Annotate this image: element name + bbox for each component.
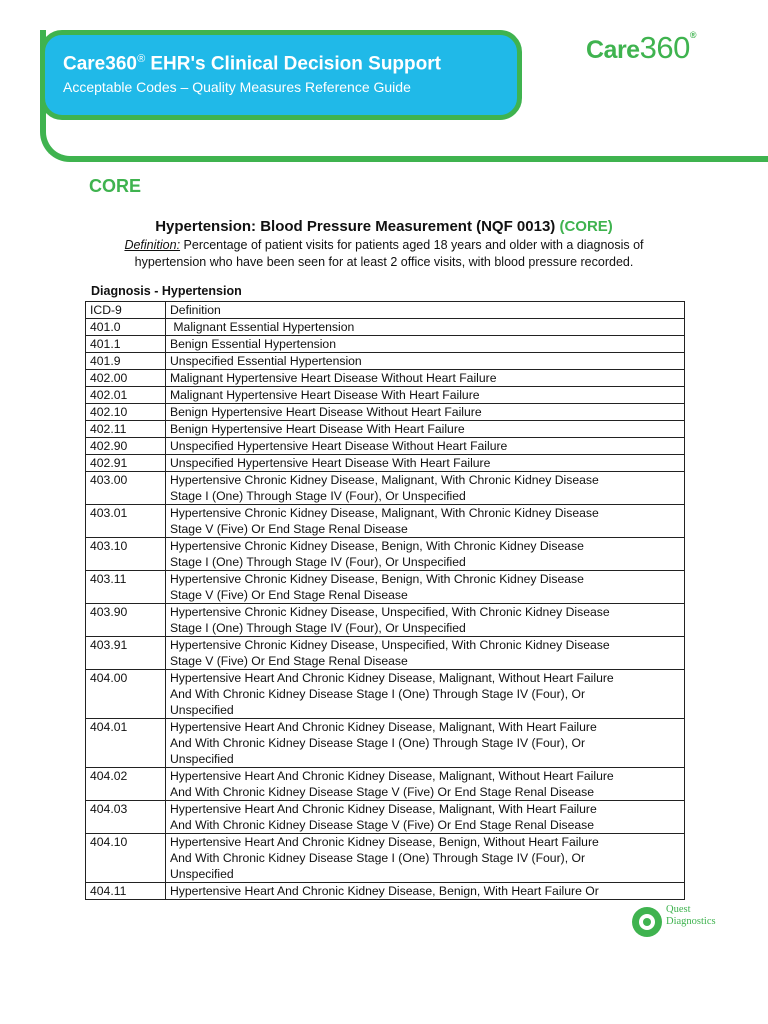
table-row: [86, 455, 685, 472]
definition-cell: Malignant Hypertensive Heart Disease Without Heart Failure: [166, 370, 685, 387]
table-row: [86, 353, 685, 370]
icd9-code-cell: 404.00: [86, 670, 166, 719]
quest-diagnostics-logo: [632, 904, 732, 940]
definition-cell: Hypertensive Chronic Kidney Disease, Malignant, With Chronic Kidney Disease Stage I (One) Through Stage IV (Four), Or Unspecified: [166, 472, 685, 505]
quest-logo-line1: Quest: [666, 904, 691, 915]
table-row: [86, 670, 685, 719]
table-row: [86, 370, 685, 387]
icd9-code-cell: 404.11: [86, 883, 166, 900]
definition-cell: Benign Hypertensive Heart Disease Without Heart Failure: [166, 404, 685, 421]
table-row: [86, 421, 685, 438]
definition-cell: Unspecified Essential Hypertension: [166, 353, 685, 370]
table-row: [86, 571, 685, 604]
table-row: [86, 801, 685, 834]
definition-cell: Benign Hypertensive Heart Disease With Heart Failure: [166, 421, 685, 438]
definition-cell: Hypertensive Heart And Chronic Kidney Disease, Malignant, With Heart Failure And With Chronic Kidney Disease Stage V (Five) Or End Stage Renal Disease: [166, 801, 685, 834]
table-row: [86, 472, 685, 505]
definition-cell: Malignant Essential Hypertension: [166, 319, 685, 336]
icd9-code-cell: 404.01: [86, 719, 166, 768]
table-header-row: [86, 302, 685, 319]
quest-logo-line2: Diagnostics: [666, 916, 716, 927]
definition-label: Definition:: [124, 238, 181, 252]
icd9-code-cell: 403.91: [86, 637, 166, 670]
header-banner: [40, 30, 522, 120]
icd9-code-cell: 402.01: [86, 387, 166, 404]
icd9-code-cell: 403.01: [86, 505, 166, 538]
definition-cell: Hypertensive Heart And Chronic Kidney Disease, Malignant, Without Heart Failure And With Chronic Kidney Disease Stage V (Five) Or End Stage Renal Disease: [166, 768, 685, 801]
icd9-code-cell: 402.90: [86, 438, 166, 455]
table-row: [86, 883, 685, 900]
icd9-code-cell: 402.91: [86, 455, 166, 472]
header-subtitle: Acceptable Codes – Quality Measures Reference Guide: [63, 79, 411, 96]
definition-cell: Unspecified Hypertensive Heart Disease With Heart Failure: [166, 455, 685, 472]
header-title: Care360® EHR's Clinical Decision Support: [63, 53, 441, 75]
table-row: [86, 604, 685, 637]
measure-tag: (CORE): [559, 218, 613, 235]
definition-cell: Hypertensive Chronic Kidney Disease, Unspecified, With Chronic Kidney Disease Stage I (One) Through Stage IV (Four), Or Unspecified: [166, 604, 685, 637]
measure-title: Hypertension: Blood Pressure Measurement (NQF 0013) (CORE): [155, 218, 613, 235]
icd9-code-cell: 403.10: [86, 538, 166, 571]
icd9-code-cell: 404.10: [86, 834, 166, 883]
section-label: CORE: [89, 176, 142, 196]
icd9-code-cell: 403.90: [86, 604, 166, 637]
definition-cell: Malignant Hypertensive Heart Disease With Heart Failure: [166, 387, 685, 404]
icd9-code-cell: 403.00: [86, 472, 166, 505]
icd9-code-table: [85, 301, 685, 900]
care360-logo: Care360®: [586, 30, 696, 65]
icd9-code-cell: 402.00: [86, 370, 166, 387]
icd9-code-cell: 401.0: [86, 319, 166, 336]
measure-definition: [92, 237, 676, 271]
table-row: [86, 387, 685, 404]
table-row: [86, 438, 685, 455]
table-row: [86, 768, 685, 801]
column-header-code: ICD-9: [86, 302, 166, 319]
definition-cell: Unspecified Hypertensive Heart Disease Without Heart Failure: [166, 438, 685, 455]
icd9-code-cell: 401.9: [86, 353, 166, 370]
table-row: [86, 538, 685, 571]
column-header-definition: Definition: [166, 302, 685, 319]
definition-cell: Hypertensive Chronic Kidney Disease, Malignant, With Chronic Kidney Disease Stage V (Five) Or End Stage Renal Disease: [166, 505, 685, 538]
definition-cell: Hypertensive Heart And Chronic Kidney Disease, Benign, With Heart Failure Or: [166, 883, 685, 900]
definition-text: Percentage of patient visits for patients aged 18 years and older with a diagnosis of hypertension who have been seen for at least 2 office visits, with blood pressure recorded.: [134, 238, 644, 269]
definition-cell: Hypertensive Heart And Chronic Kidney Disease, Benign, Without Heart Failure And With Chronic Kidney Disease Stage I (One) Through Stage IV (Four), Or Unspecified: [166, 834, 685, 883]
icd9-code-cell: 403.11: [86, 571, 166, 604]
definition-cell: Hypertensive Chronic Kidney Disease, Benign, With Chronic Kidney Disease Stage I (One) Through Stage IV (Four), Or Unspecified: [166, 538, 685, 571]
definition-cell: Hypertensive Chronic Kidney Disease, Benign, With Chronic Kidney Disease Stage V (Five) Or End Stage Renal Disease: [166, 571, 685, 604]
table-row: [86, 319, 685, 336]
quest-logo-icon: [632, 907, 662, 937]
icd9-code-cell: 404.03: [86, 801, 166, 834]
definition-cell: Benign Essential Hypertension: [166, 336, 685, 353]
icd9-code-cell: 401.1: [86, 336, 166, 353]
definition-cell: Hypertensive Heart And Chronic Kidney Disease, Malignant, With Heart Failure And With Chronic Kidney Disease Stage I (One) Through Stage IV (Four), Or Unspecified: [166, 719, 685, 768]
icd9-code-cell: 402.11: [86, 421, 166, 438]
table-caption: Diagnosis - Hypertension: [91, 284, 242, 298]
table-row: [86, 834, 685, 883]
table-row: [86, 336, 685, 353]
table-row: [86, 719, 685, 768]
table-row: [86, 637, 685, 670]
icd9-code-cell: 402.10: [86, 404, 166, 421]
definition-cell: Hypertensive Heart And Chronic Kidney Disease, Malignant, Without Heart Failure And With Chronic Kidney Disease Stage I (One) Through Stage IV (Four), Or Unspecified: [166, 670, 685, 719]
table-row: [86, 505, 685, 538]
table-row: [86, 404, 685, 421]
definition-cell: Hypertensive Chronic Kidney Disease, Unspecified, With Chronic Kidney Disease Stage V (Five) Or End Stage Renal Disease: [166, 637, 685, 670]
icd9-code-cell: 404.02: [86, 768, 166, 801]
